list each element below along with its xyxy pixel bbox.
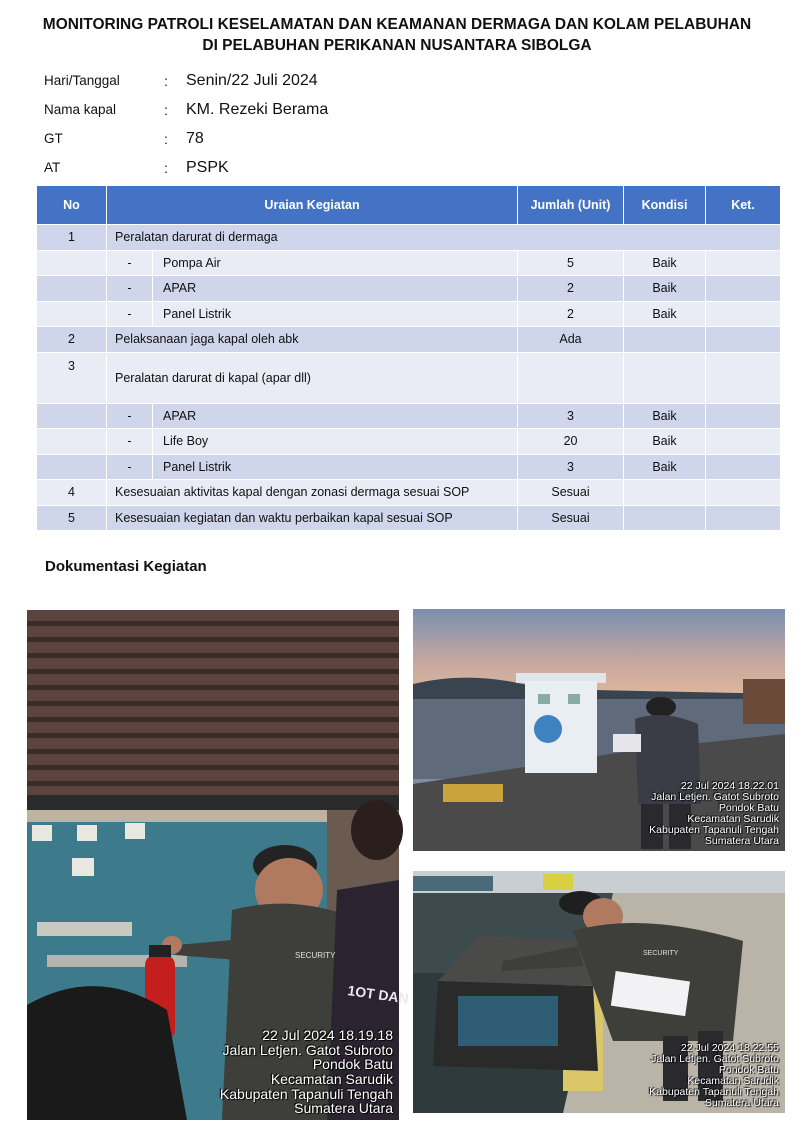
- cell-uraian: Kesesuaian kegiatan dan waktu perbaikan kapal sesuai SOP: [107, 505, 518, 531]
- cell-no: 2: [37, 327, 107, 353]
- meta-row-gt: [44, 124, 464, 153]
- meta-label: GT: [44, 131, 63, 146]
- stamp-line: Kecamatan Sarudik: [687, 812, 779, 825]
- vessel-info: [44, 66, 464, 182]
- cell-no: 1: [37, 225, 107, 251]
- photo-dock-pedestal: [413, 609, 785, 851]
- stamp-date: 22 Jul 2024 18.19.18: [262, 1026, 393, 1043]
- cell-ket: [706, 352, 781, 403]
- photo-stamp: [649, 781, 779, 847]
- cell-ket: [706, 250, 781, 276]
- meta-value-date: Senin/22 Juli 2024: [186, 71, 318, 89]
- table-header-row: [37, 186, 781, 225]
- stamp-line: Jalan Letjen. Gatot Subroto: [222, 1041, 393, 1058]
- documentation-heading: Dokumentasi Kegiatan: [45, 558, 207, 575]
- title-line-2: DI PELABUHAN PERIKANAN NUSANTARA SIBOLGA: [202, 37, 592, 54]
- meta-colon: :: [164, 130, 168, 147]
- cell-no: [37, 301, 107, 327]
- stamp-line: Sumatera Utara: [294, 1100, 393, 1117]
- meta-value-gt: 78: [186, 129, 204, 147]
- cell-kondisi: [624, 352, 706, 403]
- cell-uraian: Kesesuaian aktivitas kapal dengan zonasi dermaga sesuai SOP: [107, 480, 518, 506]
- cell-uraian: Life Boy: [153, 429, 518, 455]
- activity-table: [36, 185, 781, 531]
- cell-dash: -: [107, 403, 153, 429]
- stamp-line: Sumatera Utara: [704, 1096, 779, 1109]
- cell-dash: -: [107, 454, 153, 480]
- cell-jumlah: 3: [518, 454, 624, 480]
- cell-jumlah: [518, 352, 624, 403]
- cell-kondisi: [624, 327, 706, 353]
- meta-colon: :: [164, 159, 168, 176]
- stamp-line: Sumatera Utara: [704, 834, 779, 847]
- badge-text: SECURITY: [643, 950, 679, 957]
- table-row: [37, 505, 781, 531]
- stamp-line: Kecamatan Sarudik: [270, 1070, 393, 1087]
- cell-no: 3: [37, 352, 107, 403]
- cell-jumlah: 5: [518, 250, 624, 276]
- table-row: [37, 480, 781, 506]
- meta-label: AT: [44, 160, 61, 175]
- cell-ket: [706, 505, 781, 531]
- cell-kondisi: Baik: [624, 454, 706, 480]
- meta-colon: :: [164, 101, 168, 118]
- cell-kondisi: [624, 505, 706, 531]
- cell-uraian: APAR: [153, 276, 518, 302]
- cell-jumlah: 2: [518, 276, 624, 302]
- meta-label: Hari/Tanggal: [44, 73, 120, 88]
- table-row: [37, 454, 781, 480]
- photo-stamp: [649, 1043, 779, 1109]
- cell-kondisi: Baik: [624, 276, 706, 302]
- cell-uraian: Peralatan darurat di dermaga: [107, 225, 781, 251]
- cell-ket: [706, 480, 781, 506]
- cell-dash: -: [107, 276, 153, 302]
- shirt-text: 1OT DAN: [346, 982, 410, 1007]
- stamp-date: 22 Jul 2024 18.22.01: [680, 779, 779, 792]
- header-no: No: [37, 186, 107, 225]
- table-row: [37, 429, 781, 455]
- photo-panel-inspection: [413, 871, 785, 1113]
- table-row: [37, 403, 781, 429]
- meta-value-ship: KM. Rezeki Berama: [186, 100, 329, 118]
- stamp-line: Kabupaten Tapanuli Tengah: [649, 1085, 779, 1098]
- header-jumlah: Jumlah (Unit): [518, 186, 624, 225]
- cell-jumlah: 3: [518, 403, 624, 429]
- cell-no: [37, 429, 107, 455]
- stamp-line: Kabupaten Tapanuli Tengah: [649, 823, 779, 836]
- cell-kondisi: [624, 480, 706, 506]
- stamp-line: Kecamatan Sarudik: [687, 1074, 779, 1087]
- table-row: [37, 301, 781, 327]
- table-row: [37, 352, 781, 403]
- cell-jumlah: 2: [518, 301, 624, 327]
- cell-no: 5: [37, 505, 107, 531]
- table-row: [37, 225, 781, 251]
- header-kondisi: Kondisi: [624, 186, 706, 225]
- stamp-line: Jalan Letjen. Gatot Subroto: [651, 790, 779, 803]
- stamp-line: Pondok Batu: [718, 1063, 779, 1076]
- page-title: [0, 14, 794, 56]
- cell-jumlah: 20: [518, 429, 624, 455]
- cell-ket: [706, 454, 781, 480]
- table-row: [37, 327, 781, 353]
- photo-engine-room: [27, 610, 410, 1120]
- meta-value-at: PSPK: [186, 158, 229, 176]
- meta-row-at: [44, 153, 464, 182]
- cell-jumlah: Sesuai: [518, 480, 624, 506]
- stamp-line: Jalan Letjen. Gatot Subroto: [651, 1052, 779, 1065]
- photo-stamp: [220, 1028, 393, 1116]
- cell-uraian: Pelaksanaan jaga kapal oleh abk: [107, 327, 518, 353]
- cell-dash: -: [107, 429, 153, 455]
- cell-jumlah: Ada: [518, 327, 624, 353]
- cell-jumlah: Sesuai: [518, 505, 624, 531]
- header-ket: Ket.: [706, 186, 781, 225]
- stamp-line: Pondok Batu: [718, 801, 779, 814]
- header-uraian: Uraian Kegiatan: [107, 186, 518, 225]
- table-row: [37, 276, 781, 302]
- cell-ket: [706, 276, 781, 302]
- meta-label: Nama kapal: [44, 102, 117, 117]
- cell-ket: [706, 301, 781, 327]
- cell-uraian: APAR: [153, 403, 518, 429]
- stamp-date: 22 Jul 2024 18.22.55: [680, 1041, 779, 1054]
- meta-row-ship: [44, 95, 464, 124]
- cell-no: [37, 454, 107, 480]
- table-row: [37, 250, 781, 276]
- cell-uraian: Pompa Air: [153, 250, 518, 276]
- cell-no: [37, 276, 107, 302]
- meta-row-date: [44, 66, 464, 95]
- cell-uraian: Panel Listrik: [153, 454, 518, 480]
- cell-no: 4: [37, 480, 107, 506]
- title-line-1: MONITORING PATROLI KESELAMATAN DAN KEAMANAN DERMAGA DAN KOLAM PELABUHAN: [42, 16, 752, 33]
- cell-ket: [706, 403, 781, 429]
- cell-uraian: Peralatan darurat di kapal (apar dll): [107, 352, 518, 403]
- cell-kondisi: Baik: [624, 301, 706, 327]
- cell-no: [37, 250, 107, 276]
- stamp-line: Kabupaten Tapanuli Tengah: [219, 1085, 393, 1102]
- cell-dash: -: [107, 301, 153, 327]
- stamp-line: Pondok Batu: [312, 1056, 393, 1073]
- badge-text: SECURITY: [295, 951, 336, 960]
- cell-kondisi: Baik: [624, 403, 706, 429]
- meta-colon: :: [164, 72, 168, 89]
- cell-kondisi: Baik: [624, 250, 706, 276]
- cell-no: [37, 403, 107, 429]
- cell-ket: [706, 429, 781, 455]
- cell-ket: [706, 327, 781, 353]
- cell-uraian: Panel Listrik: [153, 301, 518, 327]
- cell-dash: -: [107, 250, 153, 276]
- cell-kondisi: Baik: [624, 429, 706, 455]
